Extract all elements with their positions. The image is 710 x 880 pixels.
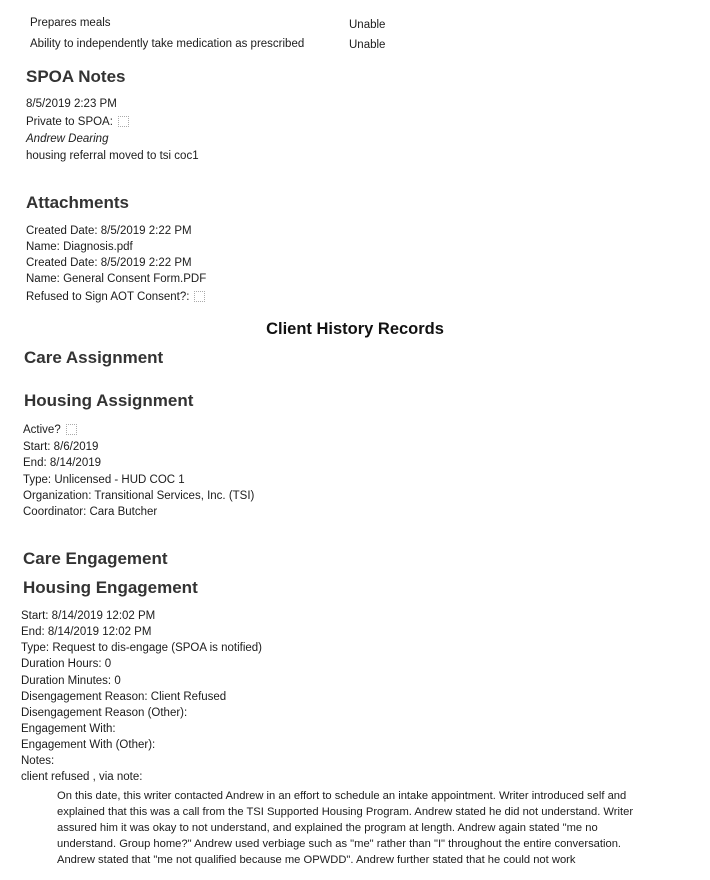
housing-assignment-line: End: 8/14/2019 bbox=[23, 457, 102, 469]
housing-engagement-line: Engagement With (Other): bbox=[21, 739, 156, 751]
spoa-note-timestamp: 8/5/2019 2:23 PM bbox=[26, 98, 117, 110]
care-engagement-heading: Care Engagement bbox=[23, 549, 168, 568]
functioning-label: Ability to independently take medication as prescribed bbox=[30, 38, 305, 50]
housing-active-label: Active? bbox=[23, 424, 61, 436]
housing-engagement-line: Start: 8/14/2019 12:02 PM bbox=[21, 610, 156, 622]
attachment-line: Name: General Consent Form.PDF bbox=[26, 273, 207, 285]
aot-refused-label: Refused to Sign AOT Consent?: bbox=[26, 291, 190, 303]
housing-assignment-line: Type: Unlicensed - HUD COC 1 bbox=[23, 474, 185, 486]
attachments-heading: Attachments bbox=[26, 193, 129, 212]
functioning-value: Unable bbox=[349, 19, 386, 31]
care-assignment-heading: Care Assignment bbox=[24, 348, 164, 367]
housing-engagement-line: End: 8/14/2019 12:02 PM bbox=[21, 626, 152, 638]
attachment-line: Created Date: 8/5/2019 2:22 PM bbox=[26, 257, 192, 269]
housing-engagement-line: Notes: bbox=[21, 755, 55, 767]
note-line: assured him it was okay to not understand, and explained the program at length. Andrew again stated "me no bbox=[57, 822, 598, 834]
housing-engagement-line: Engagement With: bbox=[21, 723, 116, 735]
attachment-line: Name: Diagnosis.pdf bbox=[26, 241, 133, 253]
spoa-note-author: Andrew Dearing bbox=[26, 133, 109, 145]
aot-refused-field bbox=[26, 290, 205, 304]
housing-engagement-heading: Housing Engagement bbox=[23, 578, 198, 597]
housing-engagement-line: Disengagement Reason (Other): bbox=[21, 707, 188, 719]
housing-assignment-line: Start: 8/6/2019 bbox=[23, 441, 99, 453]
housing-engagement-line: Type: Request to dis-engage (SPOA is notified) bbox=[21, 642, 262, 654]
private-checkbox bbox=[118, 116, 129, 127]
housing-engagement-line: Duration Hours: 0 bbox=[21, 658, 112, 670]
housing-active-field bbox=[23, 423, 77, 437]
spoa-notes-heading: SPOA Notes bbox=[26, 67, 126, 86]
note-line: Andrew stated that "me not qualified because me OPWDD". Andrew further stated that he could not work bbox=[57, 854, 576, 866]
functioning-value: Unable bbox=[349, 39, 386, 51]
client-history-title: Client History Records bbox=[266, 320, 444, 338]
active-checkbox bbox=[66, 424, 77, 435]
note-line: On this date, this writer contacted Andrew in an effort to schedule an intake appointment. Writer introduced self and bbox=[57, 790, 627, 802]
housing-assignment-line: Coordinator: Cara Butcher bbox=[23, 506, 158, 518]
functioning-label: Prepares meals bbox=[30, 17, 111, 29]
spoa-private-label: Private to SPOA: bbox=[26, 116, 113, 128]
engagement-note-paragraph bbox=[57, 788, 697, 868]
spoa-private-field bbox=[26, 115, 129, 129]
attachment-line: Created Date: 8/5/2019 2:22 PM bbox=[26, 225, 192, 237]
housing-assignment-line: Organization: Transitional Services, Inc. (TSI) bbox=[23, 490, 255, 502]
note-line: understand. Group home?" Andrew used verbiage such as "me" rather than "I" throughout the entire conversation. bbox=[57, 838, 622, 850]
housing-engagement-line: client refused , via note: bbox=[21, 771, 143, 783]
aot-refused-checkbox bbox=[194, 291, 205, 302]
note-line: explained that this was a call from the TSI Supported Housing Program. Andrew stated he did not understand. Writer bbox=[57, 806, 634, 818]
housing-engagement-line: Disengagement Reason: Client Refused bbox=[21, 691, 227, 703]
housing-engagement-line: Duration Minutes: 0 bbox=[21, 675, 121, 687]
housing-assignment-heading: Housing Assignment bbox=[24, 391, 194, 410]
spoa-note-text: housing referral moved to tsi coc1 bbox=[26, 150, 199, 162]
